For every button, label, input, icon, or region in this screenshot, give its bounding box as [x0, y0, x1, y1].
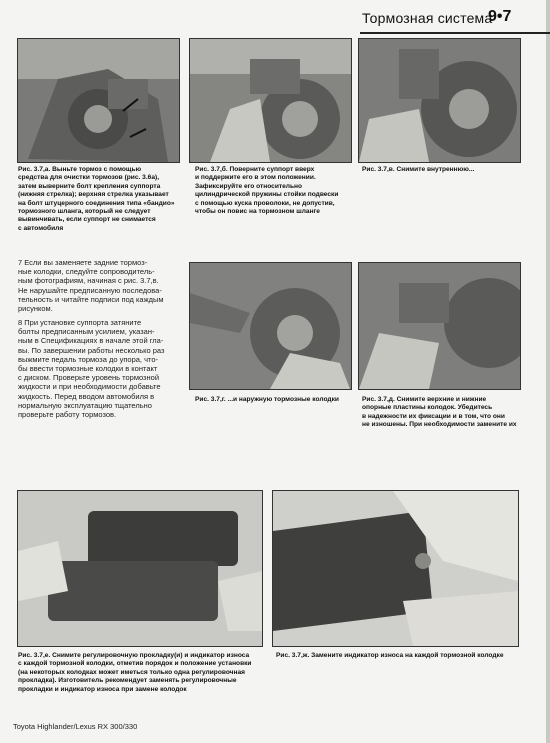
figure-caption-a: Рис. 3.7,а. Выньте тормоз с помощью средства для очистки тормозов (рис. 3.6а), затем выверните болт крепления суппорта (нижняя стрелка); верхняя стрелка указывает на болт штуцерного соединения типа «бандио» тормозного шланга, который не следует вывинчивать, если суппорт не снимается с автомобиля: [18, 166, 175, 232]
section-title: Тормозная система: [362, 10, 493, 26]
figure-photo-e: [17, 490, 263, 647]
figure-caption-v: Рис. 3.7,в. Снимите внутреннюю...: [362, 166, 475, 173]
footer-vehicle-title: Toyota Highlander/Lexus RX 300/330: [13, 722, 138, 731]
figure-photo-g: [189, 262, 352, 390]
figure-caption-d: Рис. 3.7,д. Снимите верхние и нижние опорные пластины колодок. Убедитесь в надежности их фиксации и в том, что они не изношены. При необходимости замените их: [362, 396, 517, 429]
figure-caption-g: Рис. 3.7,г. ...и наружную тормозные колодки: [195, 396, 339, 403]
figure-caption-b: Рис. 3.7,б. Поверните суппорт вверх и поддержите его в этом положении. Зафиксируйте его относительно цилиндрической пружины стойки подвески с помощью куска проволоки, не допустив, чтобы он повис на тормозном шланге: [195, 166, 339, 216]
figure-caption-zh: Рис. 3.7,ж. Замените индикатор износа на каждой тормозной колодке: [276, 652, 504, 659]
figure-photo-zh: [272, 490, 519, 647]
figure-photo-v: [358, 38, 521, 163]
figure-photo-d: [358, 262, 521, 390]
header-rule: [360, 32, 550, 34]
page-number: 9•7: [488, 8, 512, 25]
figure-photo-a: [17, 38, 180, 163]
figure-caption-e: Рис. 3.7,е. Снимите регулировочную прокладку(и) и индикатор износа с каждой тормозной колодки, отметив порядок и положение установки (на некоторых колодках может иметься только одна регулировочная прокладка). Изготовитель рекомендует заменять регулировочные прокладки и индикатор износа при замене колодок: [18, 652, 252, 693]
page-edge: [546, 0, 550, 743]
figure-photo-b: [189, 38, 352, 163]
paragraph-8: 8 При установке суппорта затяните болты предписанным усилием, указан- ным в Спецификациях в начале этой гла- вы. По завершении работы несколько раз выжмите педаль тормоза до упора, что- бы ввести тормозные колодки в контакт с диском. Проверьте уровень тормозной жидкости и при необходимости добавьте жидкость. Перед вводом автомобиля в нормальную эксплуатацию тщательно проверьте работу тормозов.: [18, 318, 165, 420]
paragraph-7: 7 Если вы заменяете задние тормоз- ные колодки, следуйте сопроводитель- ным фотографиям, начиная с рис. 3.7,в. Не нарушайте предписанную последова- тельность и читайте подписи под каждым рисунком.: [18, 258, 164, 314]
